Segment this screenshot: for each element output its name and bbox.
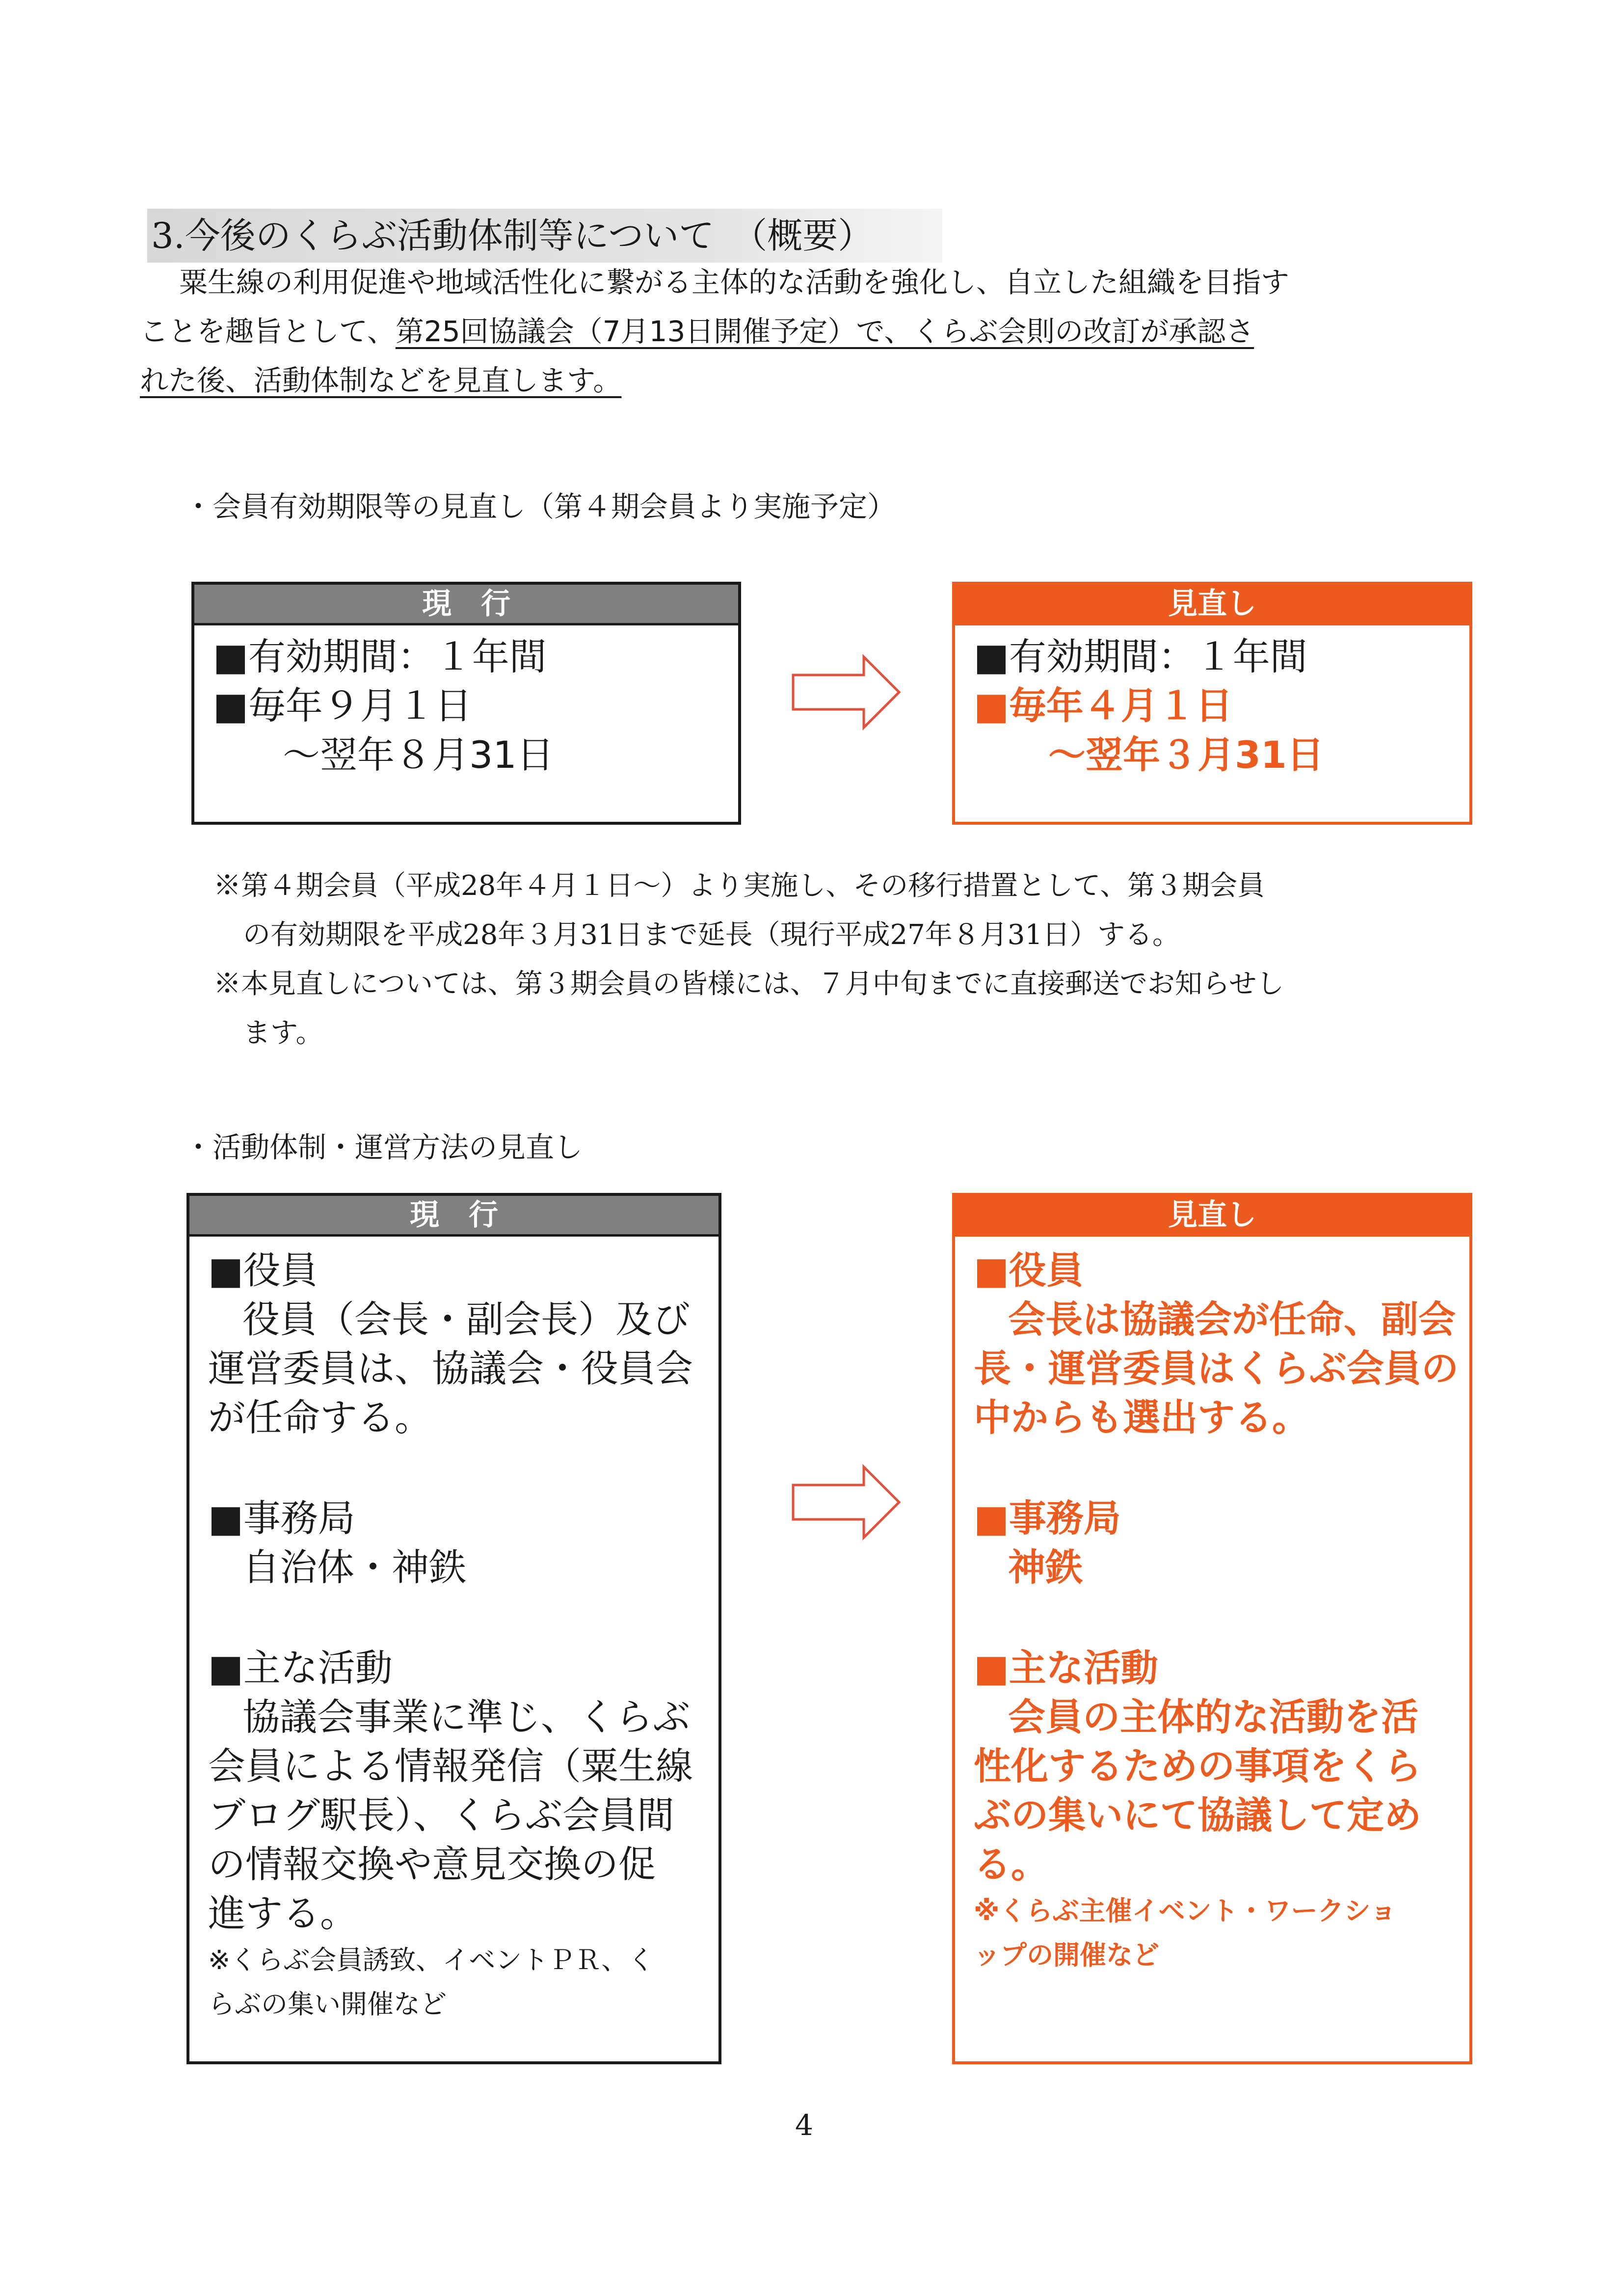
membership-current-period: ■有効期間：１年間 (213, 635, 547, 678)
current-activity-line-1: 協議会事業に準じ、くらぶ (242, 1695, 690, 1739)
intro-line-2b: 第25回協議会（7月13日開催予定）で、くらぶ会則の改訂が承認さ (395, 315, 1254, 348)
membership-notes (213, 862, 1284, 1058)
intro-paragraph (140, 258, 1504, 405)
revised-activity-line-2: 性化するための事項をくら (974, 1744, 1421, 1788)
current-activity-line-4: の情報交換や意見交換の促 (208, 1842, 656, 1886)
membership-revised-period: ■有効期間：１年間 (974, 635, 1307, 678)
current-activity-line-2: 会員による情報発信（粟生線 (208, 1744, 693, 1788)
intro-line-2-wrap (140, 307, 1504, 356)
membership-revised-header: 見直し (955, 585, 1469, 625)
operations-revised-header: 見直し (955, 1196, 1469, 1237)
intro-line-3: れた後、活動体制などを見直します。 (140, 364, 622, 397)
revised-activity-line-4: る。 (974, 1842, 1048, 1886)
arrow-right-icon (790, 653, 903, 731)
revised-officers-title: ■役員 (974, 1248, 1084, 1292)
revised-office-line-1: 神鉄 (1008, 1545, 1083, 1589)
current-activity-line-5: 進する。 (208, 1891, 357, 1935)
note-line-2: の有効期限を平成28年３月31日まで延長（現行平成27年８月31日）する。 (243, 919, 1180, 951)
current-office-line-1: 自治体・神鉄 (242, 1545, 466, 1589)
revised-activity-note-2: ップの開催など (974, 1940, 1159, 1971)
membership-revised-start: ■毎年４月１日 (974, 684, 1233, 728)
membership-revised-end: ～翌年３月31日 (1048, 733, 1324, 777)
current-activity-title: ■主な活動 (208, 1646, 393, 1690)
operations-revised-box (952, 1193, 1472, 2064)
current-officers-line-3: が任命する。 (208, 1396, 432, 1439)
membership-current-end: ～翌年８月31日 (283, 733, 554, 777)
membership-revised-box (952, 582, 1472, 825)
section-title: 今後のくらぶ活動体制等について （概要） (185, 215, 874, 256)
membership-current-header: 現 行 (194, 585, 738, 625)
arrow-right-icon (790, 1463, 903, 1541)
membership-current-start: ■毎年９月１日 (213, 684, 472, 728)
current-officers-title: ■役員 (208, 1248, 318, 1292)
operations-heading: ・活動体制・運営方法の見直し (184, 1131, 583, 1164)
revised-officers-line-2: 長・運営委員はくらぶ会員の (974, 1347, 1459, 1390)
note-line-1: ※第４期会員（平成28年４月１日～）より実施し、その移行措置として、第３期会員 (213, 870, 1265, 902)
page-number: 4 (795, 2108, 813, 2142)
current-activity-note-2: らぶの集い開催など (208, 1989, 447, 2020)
revised-activity-title: ■主な活動 (974, 1646, 1158, 1690)
operations-current-box (186, 1193, 721, 2064)
operations-current-header: 現 行 (189, 1196, 718, 1237)
revised-activity-line-3: ぶの集いにて協議して定め (974, 1793, 1421, 1837)
revised-activity-line-1: 会員の主体的な活動を活 (1008, 1695, 1418, 1739)
section-number: 3. (151, 215, 185, 256)
note-line-3: ※本見直しについては、第３期会員の皆様には、７月中旬までに直接郵送でお知らせし (213, 968, 1284, 1000)
revised-office-title: ■事務局 (974, 1496, 1121, 1540)
membership-heading: ・会員有効期限等の見直し（第４期会員より実施予定） (184, 490, 896, 523)
membership-current-box (191, 582, 741, 825)
current-activity-line-3: ブログ駅長）、くらぶ会員間 (208, 1793, 674, 1837)
current-office-title: ■事務局 (208, 1496, 355, 1540)
note-line-4: ます。 (243, 1017, 323, 1049)
intro-line-1: 粟生線の利用促進や地域活性化に繋がる主体的な活動を強化し、自立した組織を目指す (179, 266, 1290, 299)
current-officers-line-2: 運営委員は、協議会・役員会 (208, 1347, 693, 1390)
revised-activity-note-1: ※くらぶ主催イベント・ワークショ (974, 1895, 1397, 1926)
current-activity-note-1: ※くらぶ会員誘致、イベントＰＲ、く (208, 1945, 655, 1975)
current-officers-line-1: 役員（会長・副会長）及び (242, 1297, 690, 1341)
revised-officers-line-1: 会長は協議会が任命、副会 (1008, 1297, 1456, 1341)
section-heading (147, 209, 942, 263)
intro-line-2a: ことを趣旨として、 (140, 315, 396, 348)
revised-officers-line-3: 中からも選出する。 (974, 1396, 1309, 1439)
